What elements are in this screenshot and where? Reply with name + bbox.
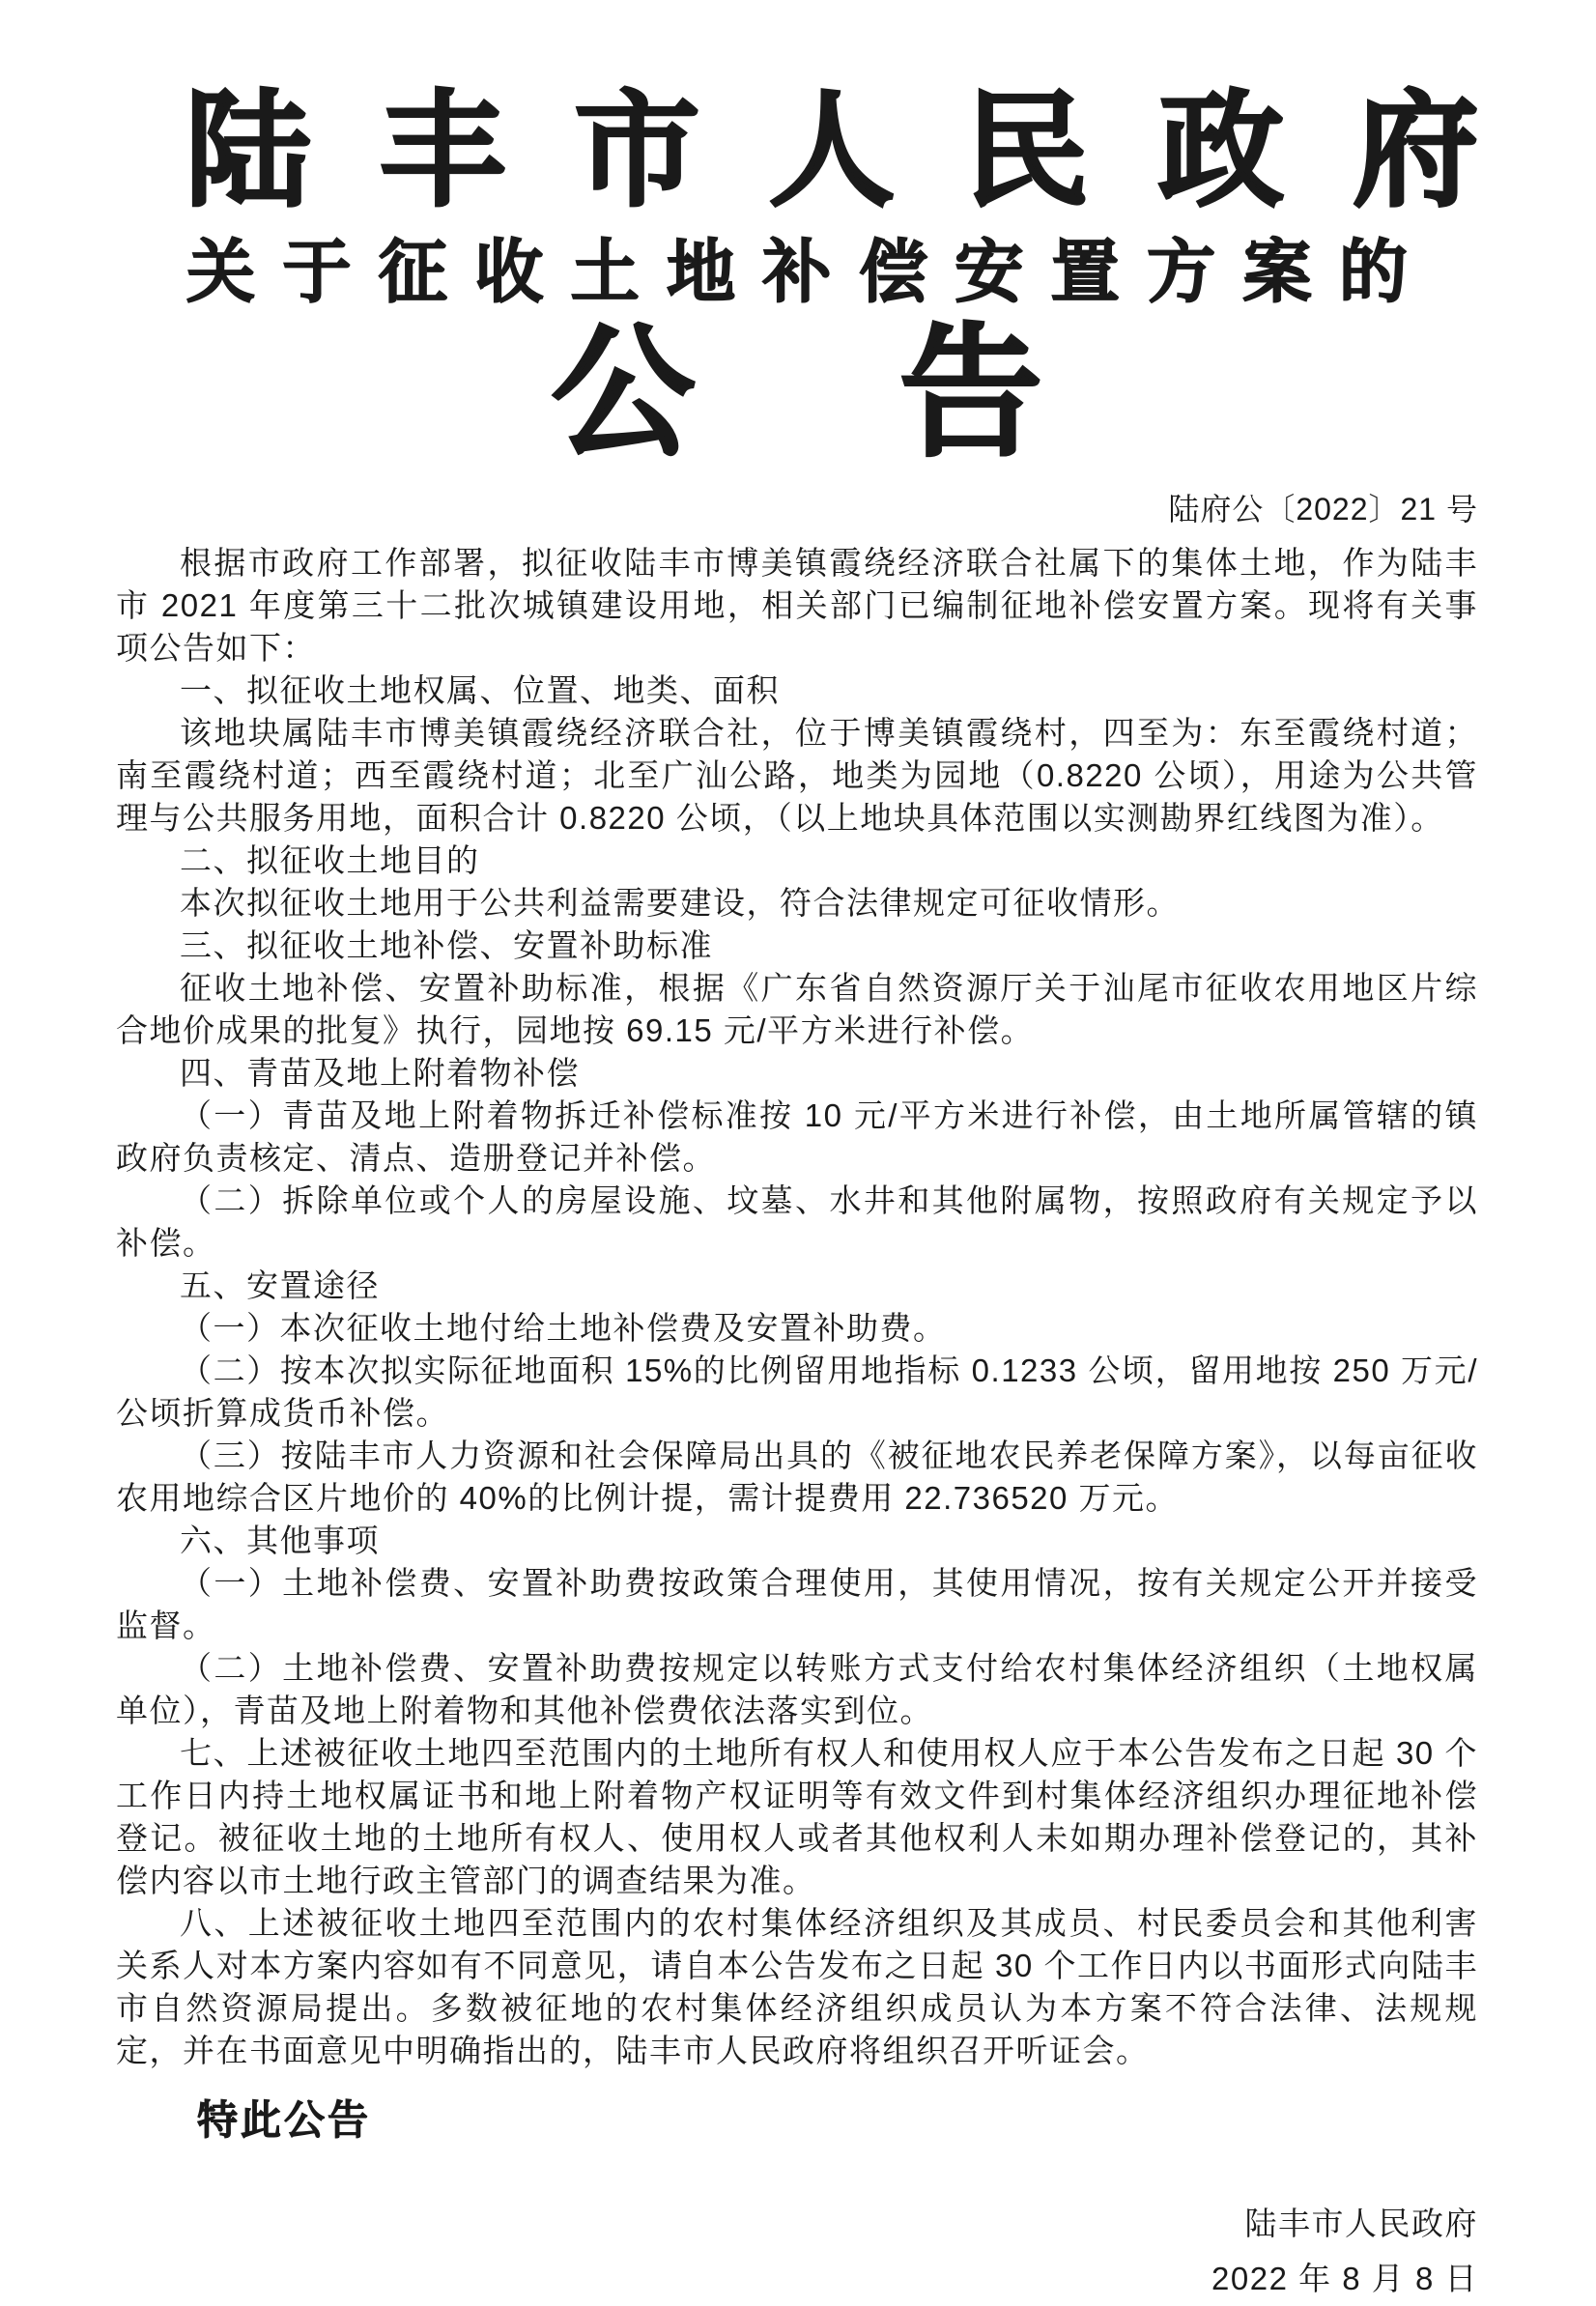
body-paragraph: （二）拆除单位或个人的房屋设施、坟墓、水井和其他附属物，按照政府有关规定予以补偿。 [116, 1181, 1478, 1261]
section-2-heading: 二、拟征收土地目的 [180, 841, 480, 878]
section-3-heading: 三、拟征收土地补偿、安置补助标准 [180, 926, 713, 963]
announcement-subject: 关于征收土地补偿安置方案的 [186, 231, 1436, 313]
announcement-type [116, 308, 1478, 477]
section-5-heading: 五、安置途径 [180, 1267, 380, 1303]
document-number: 陆府公〔2022〕21 号 [1168, 492, 1478, 527]
body-paragraph-intro: 根据市政府工作部署，拟征收陆丰市博美镇霞绕经济联合社属下的集体土地，作为陆丰市 2021 年度第三十二批次城镇建设用地，相关部门已编制征地补偿安置方案。现将有关事项公告如下： [116, 544, 1478, 666]
body-paragraph: 征收土地补偿、安置补助标准，根据《广东省自然资源厅关于汕尾市征收农用地区片综合地价成果的批复》执行，园地按 69.15 元/平方米进行补偿。 [116, 969, 1478, 1048]
body-paragraph: 该地块属陆丰市博美镇霞绕经济联合社，位于博美镇霞绕村，四至为：东至霞绕村道；南至霞绕村道；西至霞绕村道；北至广汕公路，地类为园地（0.8220 公顷），用途为公共管理与公共服务用地，面积合计 0.8220 公顷，（以上地块具体范围以实测勘界红线图为准）。 [116, 714, 1478, 836]
body-paragraph: （二）按本次拟实际征地面积 15%的比例留用地指标 0.1233 公顷，留用地按 250 万元/公顷折算成货币补偿。 [116, 1352, 1478, 1431]
announcement-type-char-1: 公 [552, 308, 695, 477]
signature-date: 2022 年 8 月 8 日 [1211, 2261, 1478, 2297]
section-1-heading: 一、拟征收土地权属、位置、地类、面积 [180, 671, 780, 708]
section-8-paragraph: 八、上述被征收土地四至范围内的农村集体经济组织及其成员、村民委员会和其他利害关系人对本方案内容如有不同意见，请自本公告发布之日起 30 个工作日内以书面形式向陆丰市自然资源局提出。多数被征地的农村集体经济组织成员认为本方案不符合法律、法规规定，并在书面意见中明确指出的，陆丰市人民政府将组织召开听证会。 [116, 1904, 1478, 2068]
body-paragraph: （二）土地补偿费、安置补助费按规定以转账方式支付给农村集体经济组织（土地权属单位），青苗及地上附着物和其他补偿费依法落实到位。 [116, 1649, 1478, 1728]
section-6-heading: 六、其他事项 [180, 1522, 380, 1558]
section-7-paragraph: 七、上述被征收土地四至范围内的土地所有权人和使用权人应于本公告发布之日起 30 个工作日内持土地权属证书和地上附着物产权证明等有效文件到村集体经济组织办理征地补偿登记。被征收土地的土地所有权人、使用权人或者其他权利人未如期办理补偿登记的，其补偿内容以市土地行政主管部门的调查结果为准。 [116, 1734, 1478, 1898]
signature-block [116, 2196, 1478, 2306]
body-paragraph: 本次拟征收土地用于公共利益需要建设，符合法律规定可征收情形。 [180, 884, 1180, 921]
signature-issuer: 陆丰市人民政府 [1244, 2206, 1478, 2242]
body-paragraph: （一）本次征收土地付给土地补偿费及安置补助费。 [180, 1309, 947, 1346]
section-4-heading: 四、青苗及地上附着物补偿 [180, 1054, 580, 1091]
body-paragraph: （一）青苗及地上附着物拆迁补偿标准按 10 元/平方米进行补偿，由土地所属管辖的镇政府负责核定、清点、造册登记并补偿。 [116, 1096, 1478, 1176]
body-paragraph: （三）按陆丰市人力资源和社会保障局出具的《被征地农民养老保障方案》，以每亩征收农用地综合区片地价的 40%的比例计提，需计提费用 22.736520 万元。 [116, 1437, 1478, 1516]
announcement-type-char-2: 告 [899, 308, 1042, 477]
issuer-title: 陆丰市人民政府 [185, 76, 1549, 224]
body-paragraph: （一）土地补偿费、安置补助费按政策合理使用，其使用情况，按有关规定公开并接受监督。 [116, 1564, 1478, 1643]
closing-phrase: 特此公告 [197, 2096, 372, 2143]
announcement-body [116, 542, 1478, 2072]
